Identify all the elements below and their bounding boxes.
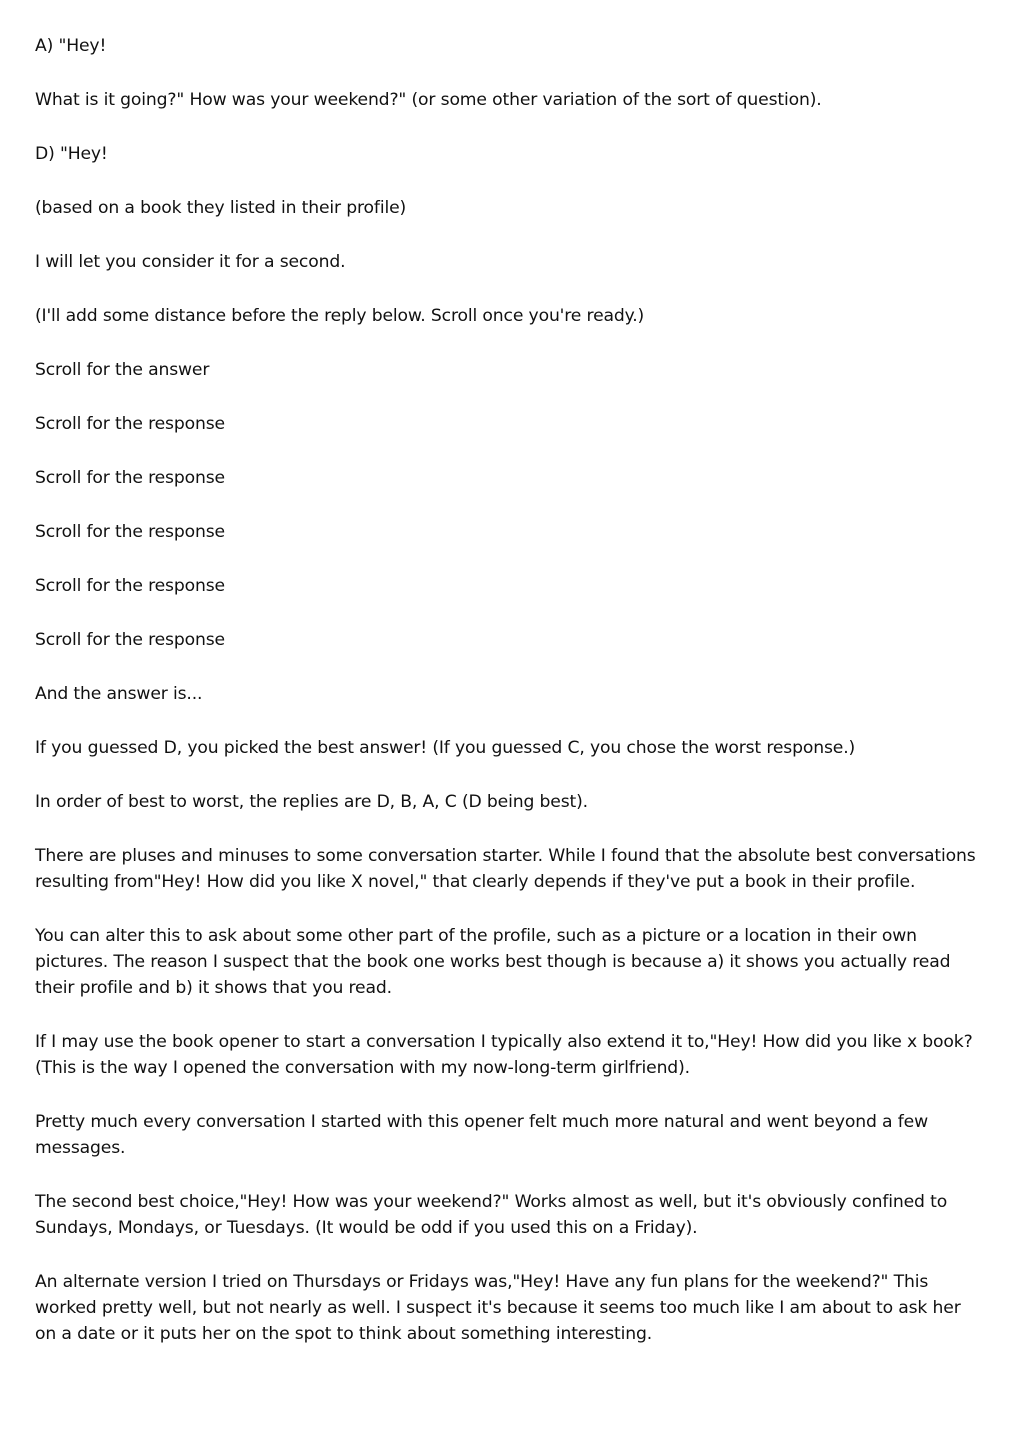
- paragraph-natural-conversation: Pretty much every conversation I started with this opener felt much more natural and went beyond a few messages.: [35, 1112, 928, 1158]
- paragraph-scroll-response: Scroll for the response: [35, 522, 225, 542]
- paragraph-ranking: In order of best to worst, the replies are D, B, A, C (D being best).: [35, 792, 588, 812]
- paragraph-consider: I will let you consider it for a second.: [35, 252, 346, 272]
- article-body: [35, 33, 985, 1375]
- paragraph-scroll-response: Scroll for the response: [35, 414, 225, 434]
- paragraph-second-best: The second best choice,"Hey! How was your weekend?" Works almost as well, but it's obviously confined to Sundays, Mondays, or Tuesdays. (It would be odd if you used this on a Friday).: [35, 1192, 948, 1238]
- paragraph-book-opener: If I may use the book opener to start a conversation I typically also extend it to,"Hey! How did you like x book? (This is the way I opened the conversation with my now-long-term girlfriend).: [35, 1032, 973, 1078]
- paragraph-scroll-response: Scroll for the response: [35, 468, 225, 488]
- paragraph-distance-note: (I'll add some distance before the reply below. Scroll once you're ready.): [35, 306, 645, 326]
- paragraph-option-a-text: What is it going?" How was your weekend?" (or some other variation of the sort of question).: [35, 90, 822, 110]
- paragraph-alter-profile: You can alter this to ask about some other part of the profile, such as a picture or a location in their own pictures. The reason I suspect that the book one works best though is because a) it shows you actually read their profile and b) it shows that you read.: [35, 926, 951, 998]
- paragraph-option-d: D) "Hey!: [35, 144, 108, 164]
- paragraph-option-a: A) "Hey!: [35, 36, 107, 56]
- paragraph-answer-reveal: If you guessed D, you picked the best answer! (If you guessed C, you chose the worst response.): [35, 738, 856, 758]
- paragraph-scroll-response: Scroll for the response: [35, 576, 225, 596]
- paragraph-option-d-note: (based on a book they listed in their profile): [35, 198, 407, 218]
- paragraph-pluses-minuses: There are pluses and minuses to some conversation starter. While I found that the absolute best conversations resulting from"Hey! How did you like X novel," that clearly depends if they've put a book in their profile.: [35, 846, 976, 892]
- paragraph-alternate-version: An alternate version I tried on Thursdays or Fridays was,"Hey! Have any fun plans for the weekend?" This worked pretty well, but not nearly as well. I suspect it's because it seems too much like I am about to ask her on a date or it puts her on the spot to think about something interesting.: [35, 1272, 961, 1344]
- paragraph-answer-intro: And the answer is...: [35, 684, 203, 704]
- paragraph-scroll-response: Scroll for the response: [35, 630, 225, 650]
- paragraph-scroll-answer: Scroll for the answer: [35, 360, 210, 380]
